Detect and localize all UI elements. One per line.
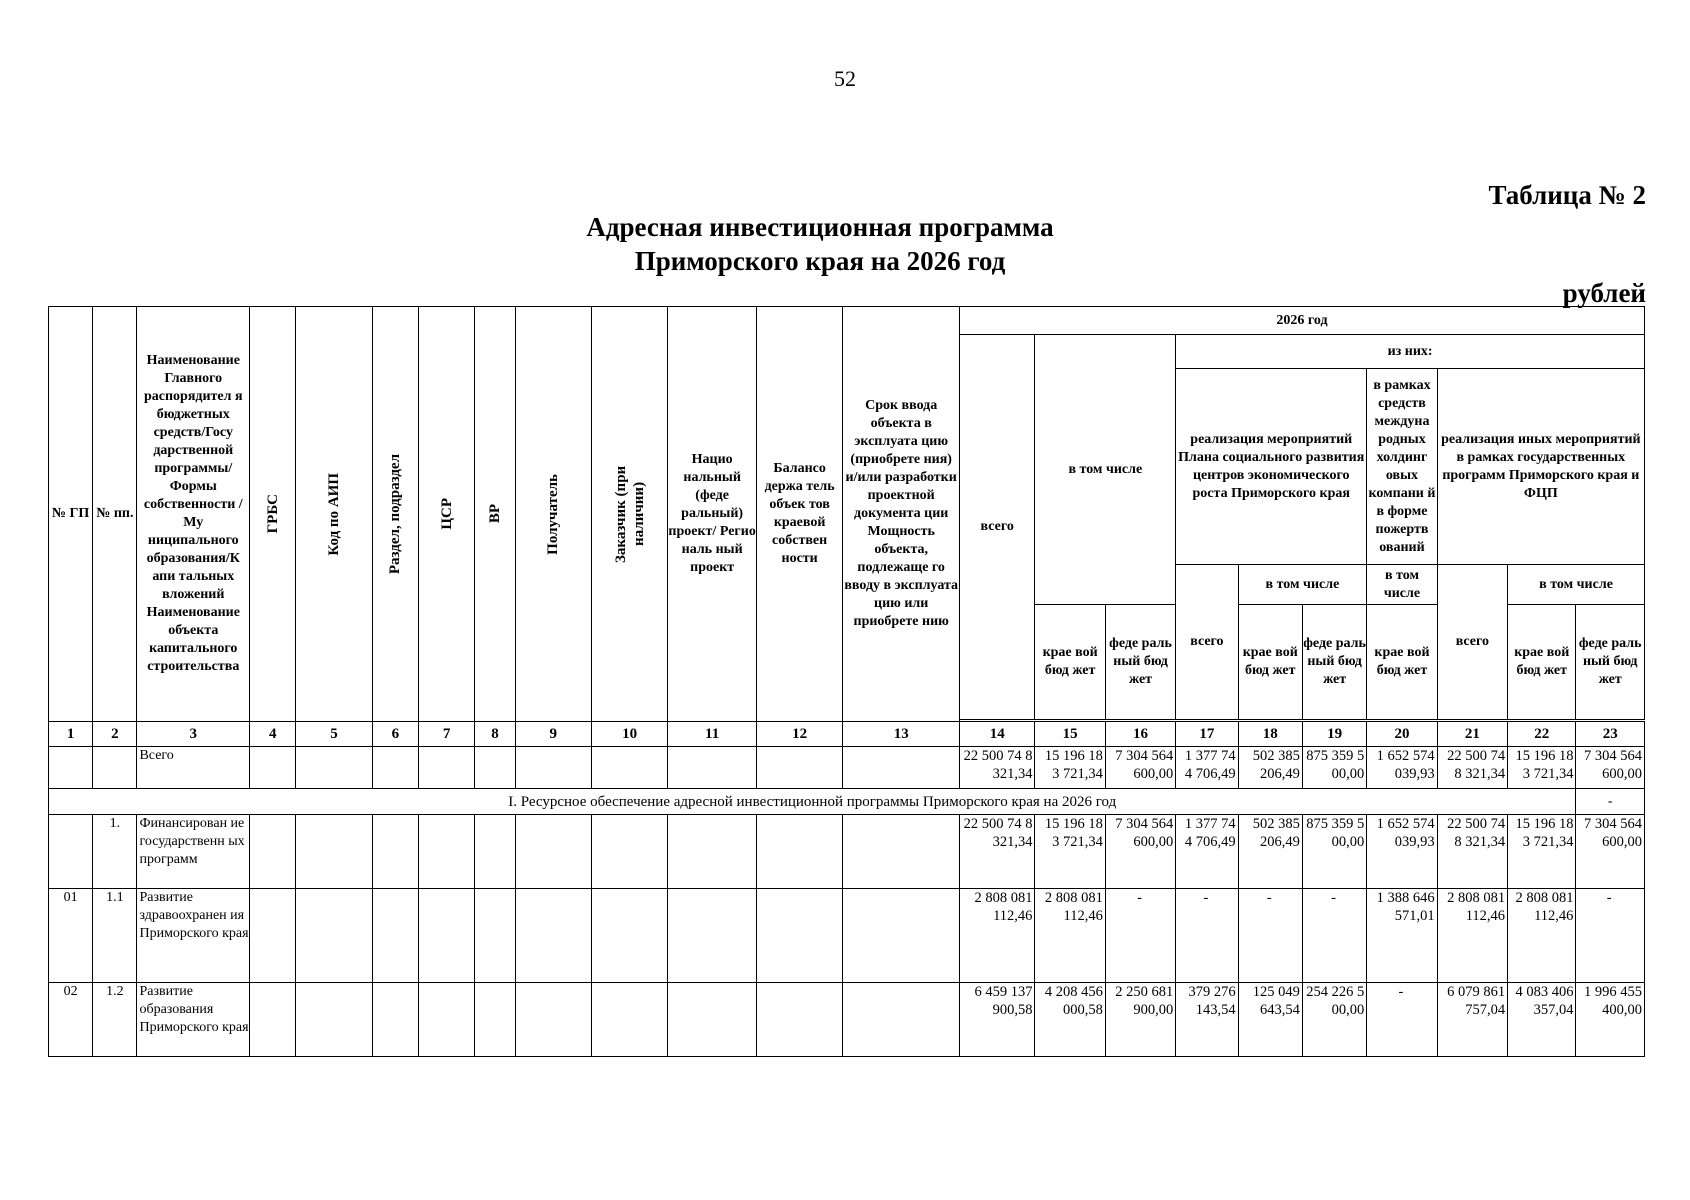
- header-pp-number: № пп.: [93, 307, 137, 722]
- header-fed-16: феде раль ный бюд жет: [1105, 605, 1175, 720]
- title-line-2: Приморского края на 2026 год: [634, 246, 1006, 276]
- header-fed-19: феде раль ный бюд жет: [1302, 605, 1366, 720]
- header-year: 2026 год: [960, 307, 1645, 335]
- header-intl-including: в том числе: [1367, 565, 1437, 605]
- row-pp: 1.1: [93, 889, 137, 983]
- section-row: [49, 789, 1645, 815]
- header-kray-15: крае вой бюд жет: [1035, 605, 1105, 720]
- header-of-which: из них:: [1176, 335, 1645, 369]
- table-row: 1. Финансирован ие государственн ых программ 22 500 74 8 321,34 15 196 18 3 721,34 7 304 564 600,00 1 377 74 4 706,49 502 385 206,49 875 359 5 00,00 1 652 574 039,93 22 500 74 8 321,34 15 196 18 3 721,34 7 304 564 600,00: [49, 815, 1645, 889]
- header-kray-22: крае вой бюд жет: [1508, 605, 1576, 720]
- header-customer: Заказчик (при наличии): [591, 307, 667, 722]
- header-other-including: в том числе: [1508, 565, 1645, 605]
- header-vr: ВР: [475, 307, 515, 722]
- header-kray-18: крае вой бюд жет: [1238, 605, 1302, 720]
- section-title: I. Ресурсное обеспечение адресной инвестиционной программы Приморского края на 2026 год: [49, 789, 1576, 815]
- header-plan-total: всего: [1176, 565, 1238, 720]
- header-aip-code: Код по АИП: [296, 307, 372, 722]
- header-fed-23: феде раль ный бюд жет: [1576, 605, 1645, 720]
- document-title: [560, 210, 1080, 278]
- header-balance-holder: Балансо держа тель объек тов краевой собствен ности: [756, 307, 842, 722]
- header-name: Наименование Главного распорядител я бюджетных средств/Госу дарственной программы/ Формы собственности /Му ниципального образования/К апи тальных вложений Наименование объекта капитального строительства: [137, 307, 250, 722]
- header-csr: ЦСР: [419, 307, 475, 722]
- header-plan-including: в том числе: [1238, 565, 1367, 605]
- row-name: Финансирован ие государственн ых программ: [137, 815, 250, 889]
- header-commissioning: Срок ввода объекта в эксплуата цию (приобрете ния) и/или разработки проектной документа ции Мощность объекта, подлежаще го вводу в эксплуата цию или приобрете нию: [843, 307, 960, 722]
- table-row-total: Всего 22 500 74 8 321,34 15 196 18 3 721,34 7 304 564 600,00 1 377 74 4 706,49 502 385 206,49 875 359 5 00,00 1 652 574 039,93 22 500 74 8 321,34 15 196 18 3 721,34 7 304 564 600,00: [49, 747, 1645, 789]
- row-pp: 1.2: [93, 983, 137, 1057]
- table-row: 01 1.1 Развитие здравоохранен ия Приморского края 2 808 081 112,46 2 808 081 112,46 - - - - 1 388 646 571,01 2 808 081 112,46 2 808 081 112,46 -: [49, 889, 1645, 983]
- header-plan: реализация мероприятий Плана социального развития центров экономического роста Приморского края: [1176, 369, 1367, 565]
- row-pp: 1.: [93, 815, 137, 889]
- table-row: 02 1.2 Развитие образования Приморского края 6 459 137 900,58 4 208 456 000,58 2 250 681 900,00 379 276 143,54 125 049 643,54 254 226 5 00,00 - 6 079 861 757,04 4 083 406 357,04 1 996 455 400,00: [49, 983, 1645, 1057]
- row-gp: 01: [49, 889, 93, 983]
- header-national-project: Нацио нальный (феде ральный) проект/ Регио наль ный проект: [668, 307, 756, 722]
- header-total: всего: [960, 335, 1035, 720]
- header-including: в том числе: [1035, 335, 1176, 605]
- row-name: Развитие здравоохранен ия Приморского края: [137, 889, 250, 983]
- header-grbs: ГРБС: [250, 307, 296, 722]
- header-other: реализация иных мероприятий в рамках государственных программ Приморского края и ФЦП: [1437, 369, 1644, 565]
- header-recipient: Получатель: [515, 307, 591, 722]
- units-label: рублей: [1562, 278, 1646, 308]
- page-number: 52: [834, 66, 856, 91]
- title-line-1: Адресная инвестиционная программа: [586, 212, 1054, 242]
- header-other-total: всего: [1437, 565, 1507, 720]
- header-intl: в рамках средств междуна родных холдинг овых компани й в форме пожертв ований: [1367, 369, 1437, 565]
- row-gp: 02: [49, 983, 93, 1057]
- header-gp-number: № ГП: [49, 307, 93, 722]
- row-name: Всего: [137, 747, 250, 789]
- row-name: Развитие образования Приморского края: [137, 983, 250, 1057]
- section-dash: -: [1576, 789, 1645, 815]
- header-section: Раздел, подраздел: [372, 307, 418, 722]
- investment-table: [48, 306, 1645, 1057]
- column-numbers-row: 1 2 3 4 5 6 7 8 9 10 11 12 13 14 15 16 17 18 19 20 21 22 23: [49, 722, 1645, 747]
- header-kray-20: крае вой бюд жет: [1367, 605, 1437, 720]
- table-label: Таблица № 2: [1488, 180, 1646, 210]
